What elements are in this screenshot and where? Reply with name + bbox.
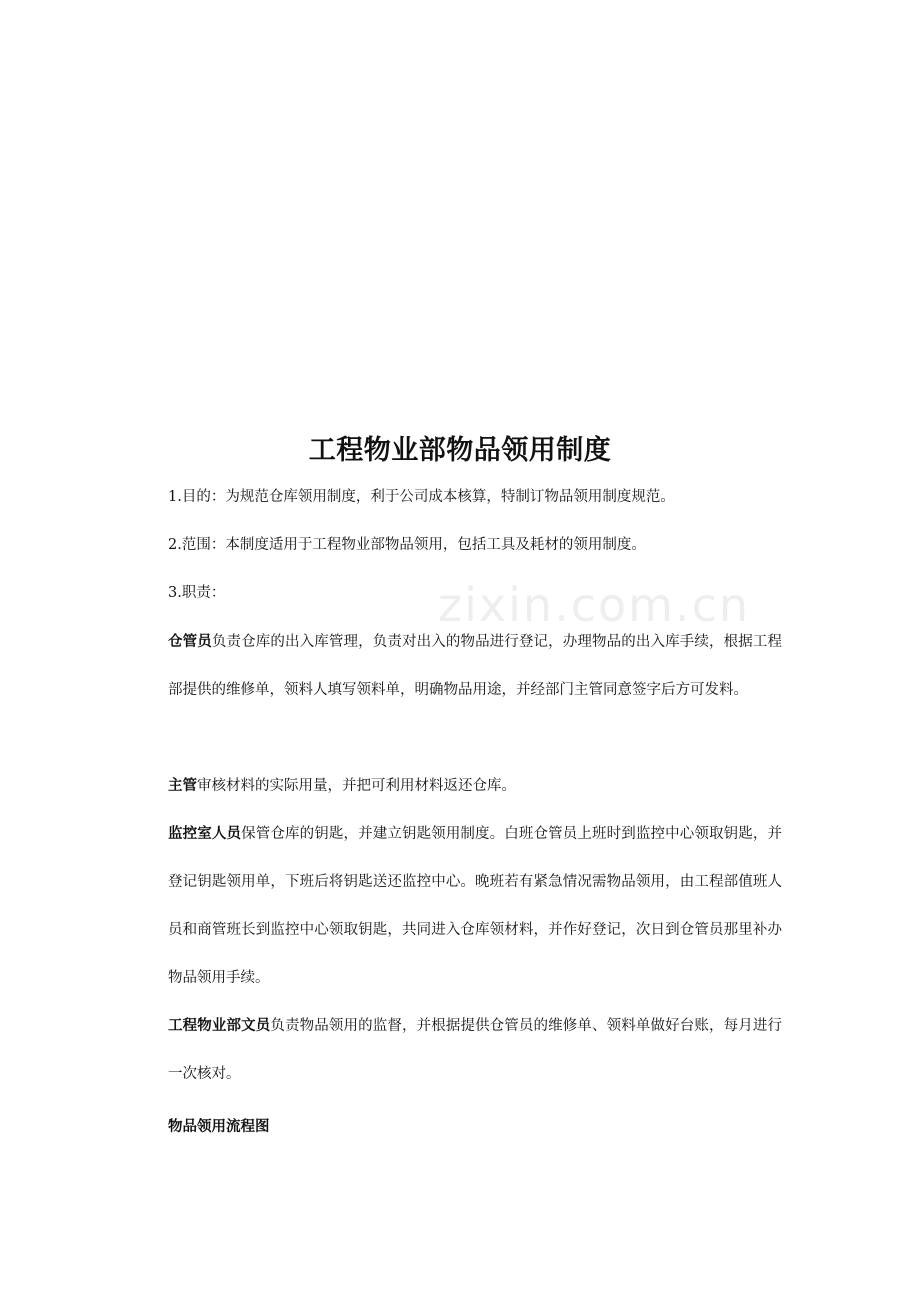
duty-monitoring-staff bbox=[168, 810, 782, 1002]
responsibilities-heading: 3.职责： bbox=[168, 585, 226, 601]
purpose-paragraph: 1.目的：为规范仓库领用制度，利于公司成本核算，特制订物品领用制度规范。 bbox=[168, 489, 675, 505]
duty-description: 审核材料的实际用量，并把可利用材料返还仓库。 bbox=[197, 778, 516, 794]
duty-warehouse-keeper bbox=[168, 618, 782, 714]
document-title: 工程物业部物品领用制度 bbox=[308, 435, 612, 466]
flowchart-heading: 物品领用流程图 bbox=[168, 1119, 270, 1135]
duty-clerk bbox=[168, 1002, 782, 1098]
duty-description: 负责物品领用的监督，并根据提供仓管员的维修单、领料单做好台账，每月进行一次核对。 bbox=[168, 1018, 783, 1082]
duty-description: 负责仓库的出入库管理，负责对出入的物品进行登记，办理物品的出入库手续，根据工程部提供的维修单，领料人填写领料单，明确物品用途，并经部门主管同意签字后方可发料。 bbox=[168, 634, 783, 698]
duty-role-label: 主管 bbox=[168, 778, 197, 794]
duty-description: 保管仓库的钥匙，并建立钥匙领用制度。白班仓管员上班时到监控中心领取钥匙，并登记钥匙领用单，下班后将钥匙送还监控中心。晚班若有紧急情况需物品领用，由工程部值班人员和商管班长到监控中心领取钥匙，共同进入仓库领材料，并作好登记，次日到仓管员那里补办物品领用手续。 bbox=[168, 826, 782, 986]
duty-role-label: 监控室人员 bbox=[168, 826, 242, 842]
duty-role-label: 仓管员 bbox=[168, 634, 212, 650]
duty-role-label: 工程物业部文员 bbox=[168, 1018, 271, 1034]
watermark: zixin.com.cn bbox=[438, 578, 751, 632]
scope-paragraph: 2.范围：本制度适用于工程物业部物品领用，包括工具及耗材的领用制度。 bbox=[168, 537, 646, 553]
duty-supervisor bbox=[168, 762, 782, 810]
